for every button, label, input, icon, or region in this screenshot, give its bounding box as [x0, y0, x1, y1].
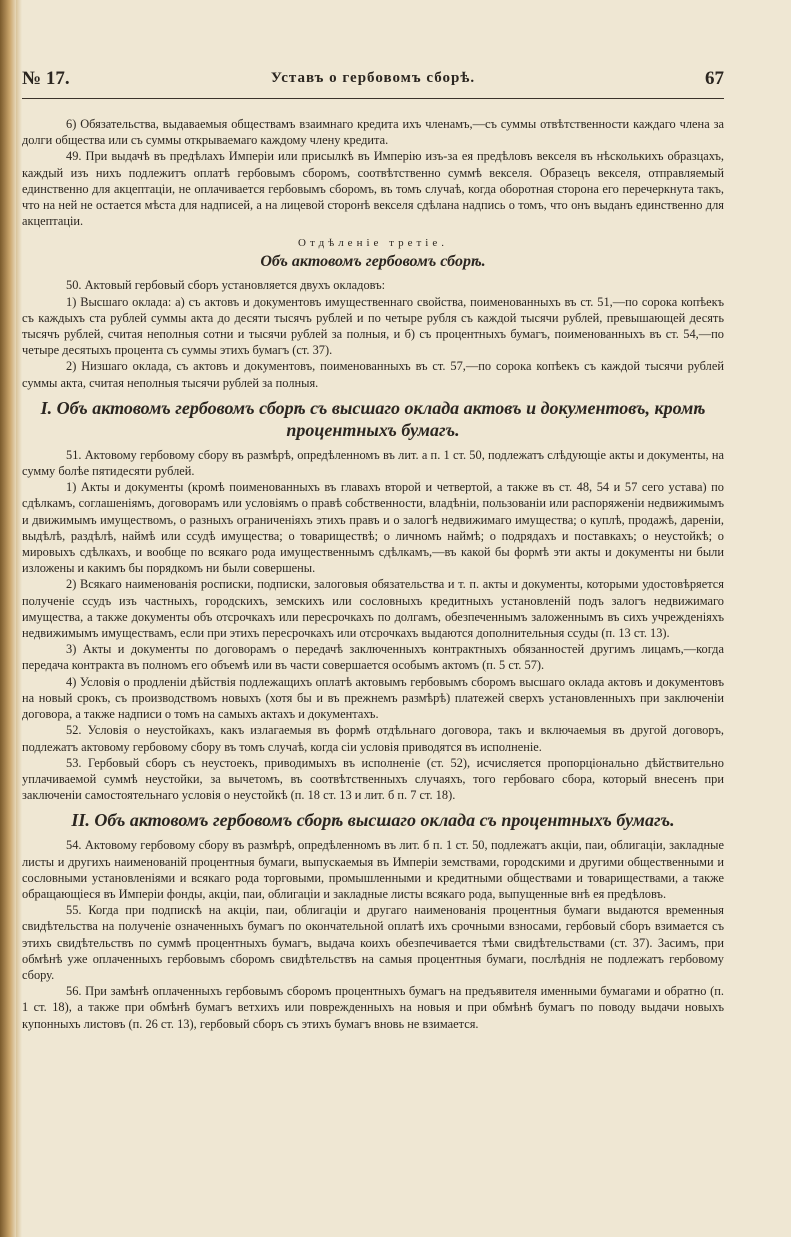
document-body	[22, 116, 724, 1032]
paragraph: 55. Когда при подпискѣ на акціи, паи, облигаціи и другаго наименованія процентныя бумаги выдаются временныя свидѣтельства на полученіе означенныхъ бумагъ по окончательной оплатѣ ихъ срочными взносами, гербовый сборъ взимается съ этихъ свидѣтельствъ по суммѣ процентныхъ бумагъ, выдача коихъ обезпечивается тѣми свидѣтельствами (ст. 37). Засимъ, при обмѣнѣ уже оплаченныхъ гербовымъ сборомъ свидѣтельствъ на самыя процентныя бумаги, послѣднія не подлежатъ гербовому сбору.	[22, 903, 724, 982]
paragraph: 56. При замѣнѣ оплаченныхъ гербовымъ сборомъ процентныхъ бумагъ на предъявителя именными бумагами и обратно (п. 1 ст. 18), а также при обмѣнѣ бумагъ ветхихъ или поврежденныхъ на новыя и при обмѣнѣ бумагъ по поводу выдачи новыхъ купонныхъ листовъ (п. 26 ст. 13), гербовый сборъ съ этихъ бумагъ вновь не взимается.	[22, 984, 724, 1031]
paragraph: 6) Обязательства, выдаваемыя обществамъ взаимнаго кредита ихъ членамъ,—съ суммы отвѣтственности каждаго члена за долги общества или съ суммы открываемаго каждому члену кредита.	[22, 117, 724, 148]
header-rule	[22, 98, 724, 99]
paragraph: 52. Условія о неустойкахъ, какъ излагаемыя въ формѣ отдѣльнаго договора, такъ и включаемыя въ другой договоръ, подлежатъ актовому гербовому сбору въ томъ случаѣ, когда сіи условія приводятся въ исполненіе.	[22, 723, 724, 754]
page-number: 67	[705, 68, 724, 89]
page-header	[22, 68, 724, 96]
section-label: Отдѣленіе третіе.	[298, 237, 448, 250]
paragraph: 2) Всякаго наименованія росписки, подписки, залоговыя обязательства и т. п. акты и документы, которыми удостовѣряется полученіе ссудъ изъ частныхъ, городскихъ, земскихъ или сословныхъ кредитныхъ установленій подъ залогъ недвижимаго имущества, а также документы объ отсрочкахъ или пересрочкахъ по долгамъ, обезпеченнымъ заложеннымъ въ сихъ учрежденіяхъ недвижимымъ имуществамъ, если при этихъ пересрочкахъ или отсрочкахъ выдаются дополнительныя ссуды (п. 13 ст. 13).	[22, 577, 724, 641]
paragraph: 54. Актовому гербовому сбору въ размѣрѣ, опредѣленномъ въ лит. б п. 1 ст. 50, подлежатъ акціи, паи, облигаціи, закладные листы и другихъ наименованій процентныя бумаги, выпускаемыя въ Имперіи земствами, городскими и другими общественными и сословными установленіями и всякаго рода торговыми, промышленными и кредитными обществами и товариществами, а также обращающіеся въ Имперіи фонды, акціи, паи, облигаціи и закладные листы всякаго рода, выпущенные внѣ ея предѣловъ.	[22, 838, 724, 901]
subsection-heading: II. Объ актовомъ гербовомъ сборѣ высшаго оклада съ процентныхъ бумагъ.	[71, 810, 675, 831]
paragraph: 4) Условія о продленіи дѣйствія подлежащихъ оплатѣ актовымъ гербовымъ сборомъ высшаго оклада актовъ и документовъ на новый срокъ, съ производствомъ новыхъ (хотя бы и въ прежнемъ размѣрѣ) платежей сверхъ установленныхъ при заключеніи договора, а также надписи о томъ на самыхъ актахъ и документахъ.	[22, 674, 724, 722]
paragraph: 53. Гербовый сборъ съ неустоекъ, приводимыхъ въ исполненіе (ст. 52), исчисляется пропорціонально дѣйствительно уплачиваемой суммѣ неустойки, за вычетомъ, въ соотвѣтственныхъ случаяхъ, того гербоваго сбора, который внесенъ при заключеніи самостоятельнаго условія о неустойкѣ (п. 18 ст. 13 и лит. б п. 7 ст. 18).	[22, 755, 724, 803]
running-title: Уставъ о гербовомъ сборѣ.	[270, 70, 476, 86]
paragraph: 50. Актовый гербовый сборъ установляется двухъ окладовъ:	[66, 278, 386, 293]
paragraph: 2) Низшаго оклада, съ актовъ и документовъ, поименованныхъ въ ст. 57,—по сорока копѣекъ съ каждой тысячи рублей суммы акта, считая неполныя тысячи рублей за полныя.	[22, 359, 724, 390]
section-heading: Объ актовомъ гербовомъ сборѣ.	[260, 253, 486, 271]
subsection-heading: I. Объ актовомъ гербовомъ сборѣ съ высшаго оклада актовъ и документовъ, кромѣ процентныхъ бумагъ.	[40, 397, 706, 440]
paragraph: 1) Высшаго оклада: а) съ актовъ и документовъ имущественнаго свойства, поименованныхъ въ ст. 51,—по сорока копѣекъ съ каждыхъ ста рублей суммы акта до десяти тысячъ рублей и по четыре рубля съ каждой тысячи рублей, превышающей десять тысячъ рублей, считая неполныя сотни и тысячи рублей за полныя, и б) съ процентныхъ бумагъ, поименованныхъ въ ст. 54,—по четыре десятыхъ процента съ суммы этихъ бумагъ (ст. 37).	[22, 294, 724, 358]
paragraph: 1) Акты и документы (кромѣ поименованныхъ въ главахъ второй и четвертой, а также въ ст. 48, 54 и 57 сего устава) по сдѣлкамъ, соглашеніямъ, договорамъ или условіямъ о правѣ собственности, владѣніи, пользованіи или распоряженіи недвижимымъ и движимымъ имуществомъ, о разныхъ ограниченіяхъ этихъ правъ и о залогѣ недвижимаго имущества; о куплѣ, продажѣ, дареніи, выдѣлѣ, раздѣлѣ, наймѣ или ссудѣ имущества; о товариществѣ; о личномъ наймѣ; о подрядахъ и поставкахъ; о неустойкѣ; о мировыхъ сдѣлкахъ, и вообще по всякаго рода имущественнымъ сдѣлкамъ,—въ какой бы формѣ эти акты и документы ни были изложены и какимъ бы порядкомъ ни были совершены.	[22, 480, 724, 576]
document-number: № 17.	[22, 68, 70, 89]
paragraph: 51. Актовому гербовому сбору въ размѣрѣ, опредѣленномъ въ лит. а п. 1 ст. 50, подлежатъ слѣдующіе акты и документы, на сумму болѣе пятидесяти рублей.	[22, 447, 724, 479]
paragraph: 49. При выдачѣ въ предѣлахъ Имперіи или присылкѣ въ Имперію изъ-за ея предѣловъ векселя въ нѣсколькихъ образцахъ, каждый изъ нихъ подлежитъ оплатѣ гербовымъ сборомъ, соотвѣтственно суммѣ векселя. Образецъ векселя, отправляемый единственно для акцептаціи, не оплачивается гербовымъ сборомъ, въ томъ случаѣ, когда оборотная сторона его перечеркнута такъ, что на ней не остается мѣста для надписей, а на лицевой сторонѣ векселя сдѣлана надпись о томъ, что онъ выданъ единственно для акцептаціи.	[22, 149, 724, 229]
paragraph: 3) Акты и документы по договорамъ о передачѣ заключенныхъ контрактныхъ обязанностей другимъ лицамъ,—когда передача контракта въ полномъ его объемѣ или въ части совершается особымъ актомъ (п. 5 ст. 57).	[22, 642, 724, 673]
book-spine	[0, 0, 16, 1237]
